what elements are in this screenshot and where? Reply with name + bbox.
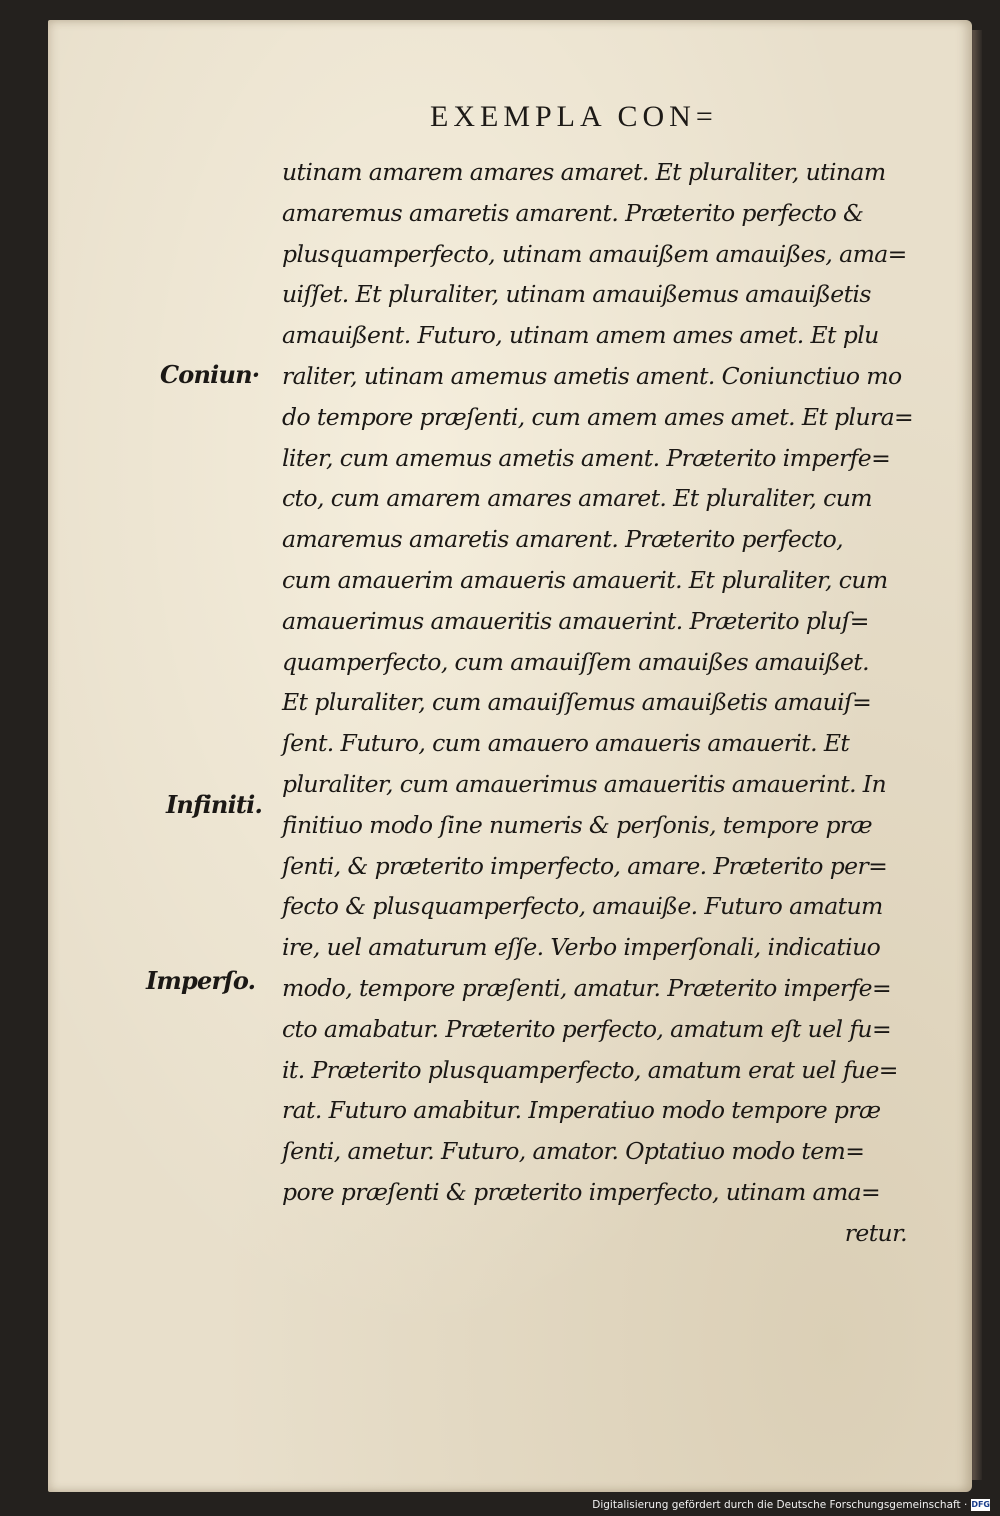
- footer-credit-text: Digitalisierung gefördert durch die Deutsche Forschungsgemeinschaft ·: [592, 1499, 968, 1511]
- text-line: rat. Futuro amabitur. Imperatiuo modo tempore præ: [282, 1096, 881, 1125]
- text-line: finitiuo modo ſine numeris & perſonis, tempore præ: [282, 810, 873, 839]
- text-line: amauißent. Futuro, utinam amem ames amet. Et plu: [282, 321, 879, 350]
- text-line: ſenti, & præterito imperfecto, amare. Præterito per=: [282, 851, 888, 880]
- dfg-logo-icon: DFG: [971, 1500, 990, 1509]
- text-line-last: retur.: [844, 1218, 907, 1247]
- text-line: ſenti, ametur. Futuro, amator. Optatiuo modo tem=: [282, 1137, 865, 1166]
- text-line: pore præſenti & præterito imperfecto, utinam ama=: [282, 1177, 881, 1206]
- text-line: cum amauerim amaueris amauerit. Et pluraliter, cum: [282, 565, 888, 594]
- main-text: [282, 152, 932, 1254]
- footer-credit: [592, 1498, 990, 1512]
- text-line: pluraliter, cum amauerimus amaueritis amauerint. In: [282, 769, 887, 798]
- margin-note-coniunctiuo: Coniun·: [160, 360, 260, 389]
- text-line: amaremus amaretis amarent. Præterito perfecto,: [282, 525, 844, 554]
- text-line: cto amabatur. Præterito perfecto, amatum eſt uel fu=: [282, 1014, 892, 1043]
- text-line: ſent. Futuro, cum amauero amaueris amauerit. Et: [282, 729, 850, 758]
- text-line: raliter, utinam amemus ametis ament. Coniunctiuo mo: [282, 361, 902, 390]
- margin-note-impersonali: Imperſo.: [146, 966, 256, 995]
- text-line: do tempore præſenti, cum amem ames amet. Et plura=: [282, 402, 914, 431]
- text-line: uiſſet. Et pluraliter, utinam amauißemus amauißetis: [282, 280, 871, 309]
- text-line: quamperfecto, cum amauiſſem amauißes amauißet.: [282, 647, 869, 676]
- text-line: ire, uel amaturum eſſe. Verbo imperſonali, indicatiuo: [282, 933, 881, 962]
- text-line: amaremus amaretis amarent. Præterito perfecto &: [282, 198, 864, 227]
- text-line: fecto & plusquamperfecto, amauiße. Futuro amatum: [282, 892, 883, 921]
- text-line: liter, cum amemus ametis ament. Præterito imperfe=: [282, 443, 891, 472]
- text-line: modo, tempore præſenti, amatur. Præterito imperfe=: [282, 973, 892, 1002]
- text-line: amauerimus amaueritis amauerint. Præterito pluſ=: [282, 606, 869, 635]
- text-line: utinam amarem amares amaret. Et pluraliter, utinam: [282, 158, 886, 186]
- text-line: Et pluraliter, cum amauiſſemus amauißetis amauiſ=: [282, 688, 872, 717]
- running-head: EXEMPLA CON=: [430, 100, 718, 133]
- text-line: it. Præterito plusquamperfecto, amatum erat uel fue=: [282, 1055, 898, 1084]
- margin-note-infinitiuo: Infiniti.: [166, 790, 263, 819]
- text-line: plusquamperfecto, utinam amauißem amauißes, ama=: [282, 239, 907, 268]
- text-line: cto, cum amarem amares amaret. Et pluraliter, cum: [282, 484, 872, 513]
